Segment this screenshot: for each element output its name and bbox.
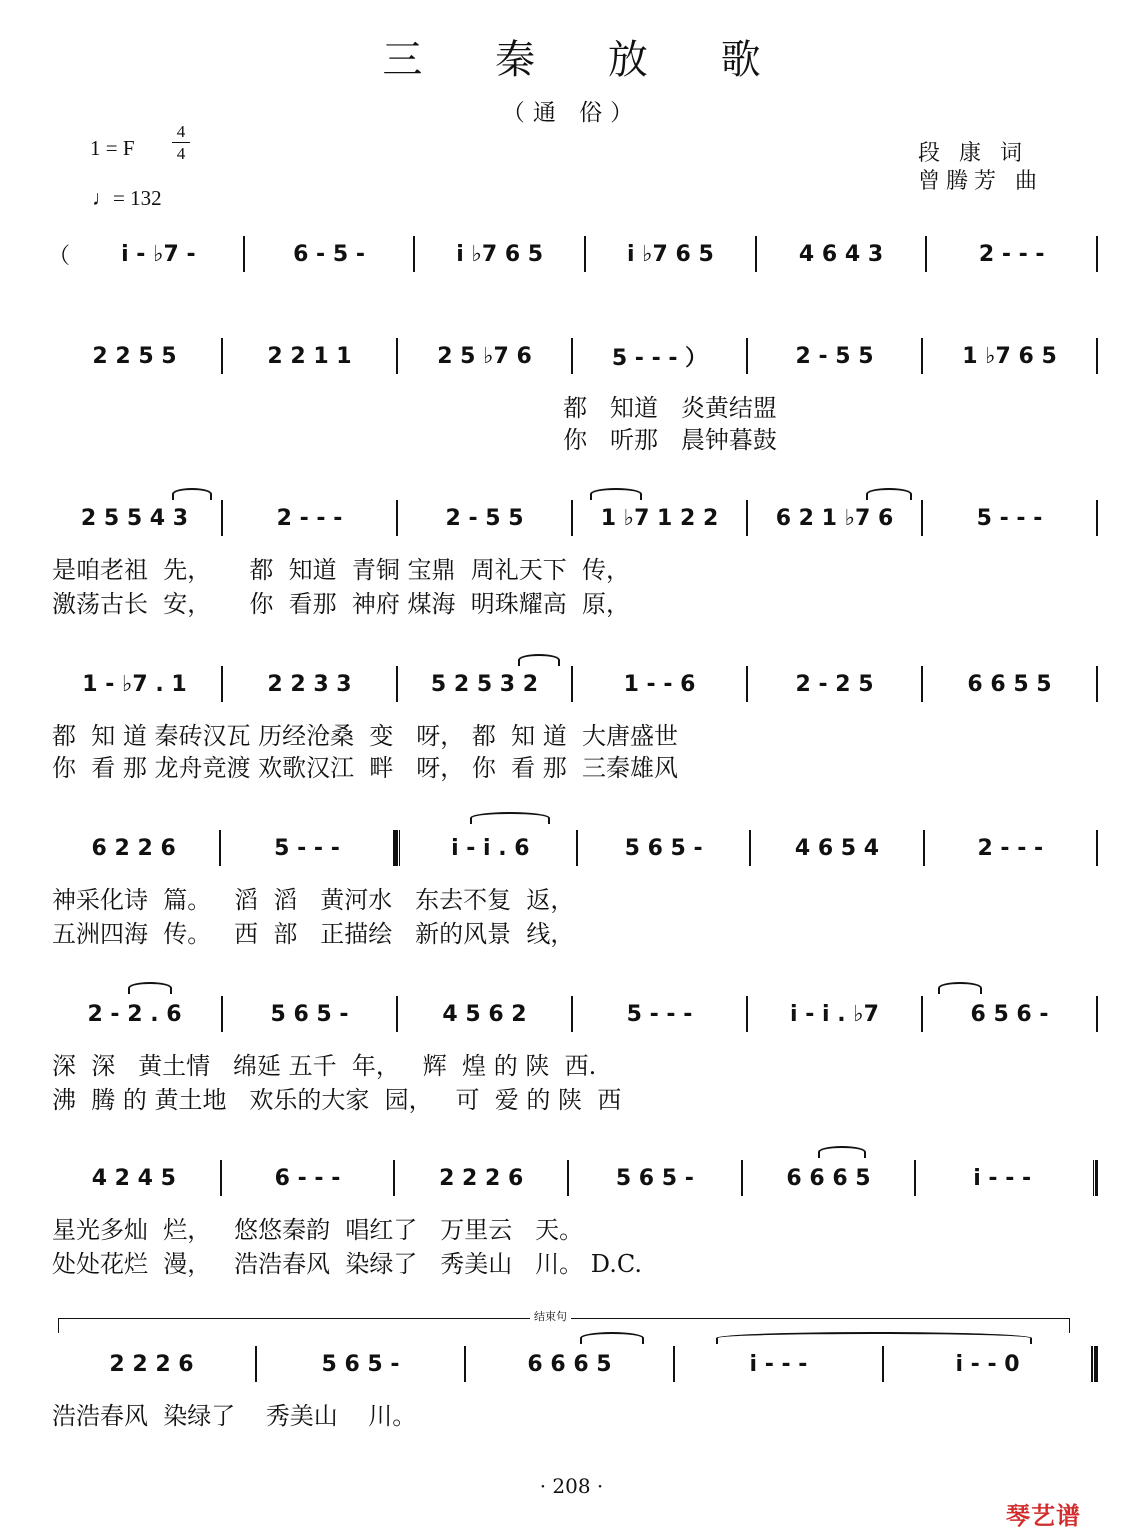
measure: 6 - - -: [274, 1165, 341, 1191]
staff-system: [48, 334, 1098, 378]
lyric-line: 处处花烂 漫， 浩浩春风 染绿了 秀美山 川。 D.C.: [52, 1250, 642, 1278]
measure: 2 2 3 3: [267, 671, 352, 697]
measure: 6 2 2 6: [91, 835, 176, 861]
slur-mark: [866, 488, 912, 500]
staff-system: [48, 496, 1098, 540]
barline: [1096, 500, 1098, 536]
time-signature-top: 4: [176, 122, 186, 141]
slur-mark: [518, 654, 560, 666]
tempo-marking: ♩= 132: [92, 186, 162, 210]
measure: 5 6 5 -: [321, 1351, 400, 1377]
measure: 2 2 1 1: [267, 343, 352, 369]
slur-mark: [818, 1146, 866, 1158]
measure: 2 - 5 5: [445, 505, 524, 531]
song-title: 三 秦 放 歌: [382, 37, 791, 83]
staff-system: [48, 1342, 1098, 1386]
measure: 5 - - - ）: [611, 345, 708, 371]
measure: 2 5 5 4 3: [80, 505, 189, 531]
measure: i - - -: [973, 1165, 1032, 1191]
lyricist-credit: 段 康 词: [918, 141, 1028, 166]
measure: 6 6 5 5: [967, 671, 1052, 697]
measure: 5 2 5 3 2: [430, 671, 539, 697]
measure: 6 5 6 -: [970, 1001, 1049, 1027]
lyric-line: 你 听那 晨钟暮鼓: [52, 426, 777, 454]
composer-credit: 曾腾芳 曲: [918, 169, 1043, 194]
measure: 5 - - -: [274, 835, 340, 861]
time-signature-bottom: 4: [176, 144, 186, 163]
lyric-line: 五洲四海 传。 西 部 正描绘 新的风景 线，: [52, 920, 575, 948]
measure: 2 - - -: [978, 241, 1045, 267]
measure: 2 - 5 5: [795, 343, 874, 369]
lyric-line: 沸 腾 的 黄土地 欢乐的大家 园， 可 爱 的 陕 西: [52, 1086, 622, 1114]
lyric-line: 都 知道 炎黄结盟: [52, 394, 777, 422]
measure: 2 2 2 6: [109, 1351, 194, 1377]
measure: 2 5 ♭7 6: [437, 343, 532, 369]
staff-system: [48, 992, 1098, 1036]
slur-mark: [128, 982, 172, 994]
measure: 6 - 5 -: [293, 241, 365, 267]
measure: 4 2 4 5: [91, 1165, 176, 1191]
measure: i - i . 6: [451, 835, 530, 861]
measure: 6 6 6 5: [786, 1165, 871, 1191]
slur-mark: [716, 1332, 1032, 1344]
lyric-line: 激荡古长 安， 你 看那 神府 煤海 明珠耀高 原，: [52, 590, 631, 618]
measure: 4 5 6 2: [442, 1001, 527, 1027]
measure: 1 - - 6: [623, 671, 696, 697]
barline: [1096, 996, 1098, 1032]
staff-system: [48, 232, 1098, 276]
measure: 2 2 5 5: [92, 343, 177, 369]
lyric-line: 浩浩春风 染绿了 秀美山 川。: [52, 1402, 417, 1430]
measure: 6 2 1 ♭7 6: [775, 505, 894, 531]
measure: 6 6 6 5: [527, 1351, 612, 1377]
barline: [1096, 338, 1098, 374]
measure: 5 6 5 -: [624, 835, 703, 861]
staff-system: [48, 662, 1098, 706]
slur-mark: [470, 812, 550, 824]
lyric-line: 你 看 那 龙舟竞渡 欢歌汉江 畔 呀， 你 看 那 三秦雄风: [52, 754, 679, 782]
measure: 2 - - -: [977, 835, 1044, 861]
measure: 5 6 5 -: [270, 1001, 349, 1027]
staff-system: [48, 1156, 1098, 1200]
final-barline: [1091, 1346, 1098, 1382]
slur-mark: [590, 488, 642, 500]
watermark-logo: 琴艺谱: [1006, 1502, 1081, 1530]
lyric-line: 神采化诗 篇。 滔 滔 黄河水 东去不复 返，: [52, 886, 575, 914]
measure: 1 ♭7 6 5: [962, 343, 1057, 369]
measure: 5 - - -: [976, 505, 1043, 531]
measure: 5 6 5 -: [615, 1165, 694, 1191]
lyric-line: 都 知 道 秦砖汉瓦 历经沧桑 变 呀， 都 知 道 大唐盛世: [52, 722, 679, 750]
lyric-line: 是咱老祖 先， 都 知道 青铜 宝鼎 周礼天下 传，: [52, 556, 631, 584]
measure: 4 6 5 4: [794, 835, 880, 861]
time-signature: [172, 122, 190, 163]
slur-mark: [172, 488, 212, 500]
measure: 2 2 2 6: [439, 1165, 524, 1191]
measure: i - - -: [749, 1351, 808, 1377]
measure: 4 6 4 3: [798, 241, 884, 267]
intro-paren: （: [48, 243, 71, 269]
lyric-line: 星光多灿 烂， 悠悠秦韵 唱红了 万里云 天。: [52, 1216, 584, 1244]
repeat-start-barline: [395, 830, 405, 866]
slur-mark: [938, 982, 982, 994]
key-signature: 1 = F: [90, 136, 135, 160]
barline: [1096, 666, 1098, 702]
measure: i ♭7 6 5: [456, 241, 544, 267]
barline: [1096, 236, 1098, 272]
song-style: （通 俗）: [501, 100, 642, 126]
measure: 2 - 2 . 6: [87, 1001, 182, 1027]
measure: 1 - ♭7 . 1: [82, 671, 187, 697]
measure: 1 ♭7 1 2 2: [600, 505, 719, 531]
measure: i - - 0: [955, 1351, 1020, 1377]
measure: 2 - 2 5: [795, 671, 874, 697]
slur-mark: [580, 1332, 644, 1344]
repeat-end-barline: [1088, 1160, 1098, 1196]
measure: 5 - - -: [626, 1001, 693, 1027]
lyric-line: 深 深 黄土情 绵延 五千 年， 辉 煌 的 陕 西.: [52, 1052, 597, 1080]
measure: i - ♭7 -: [121, 241, 196, 267]
measure: 2 - - -: [276, 505, 343, 531]
barline: [1096, 830, 1098, 866]
measure: i - i . ♭7: [790, 1001, 879, 1027]
page-number: · 208 ·: [539, 1474, 604, 1498]
measure: i ♭7 6 5: [626, 241, 714, 267]
staff-system: [48, 826, 1098, 870]
coda-label: 结束句: [530, 1308, 571, 1324]
